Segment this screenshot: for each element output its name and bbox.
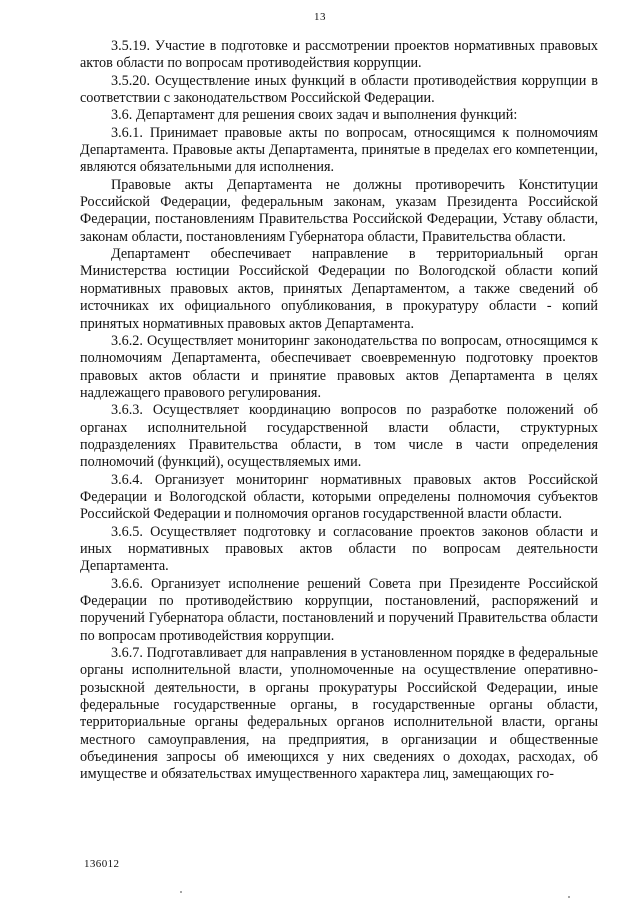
document-body [80,38,598,784]
paragraph-3-5-20: 3.5.20. Осуществление иных функций в области противодействия коррупции в соответствии с законодательством Российской Федерации. [80,72,598,107]
paragraph-3-6: 3.6. Департамент для решения своих задач и выполнения функций: [111,107,518,124]
paragraph-3-6-3: 3.6.3. Осуществляет координацию вопросов по разработке положений об органах исполнительной государственной власти области, структурных подразделениях Правительства области, в том числе в части определения полномочий (функций), осуществляемых ими. [80,402,598,471]
paragraph-3-6-7: 3.6.7. Подготавливает для направления в установленном порядке в федеральные органы исполнительной власти, уполномоченные на осуществление оперативно-розыскной деятельности, в органы прокуратуры Российской Федерации, иные федеральные государственные органы, в государственные органы области, территориальные органы федеральных органов исполнительной власти, органы местного самоуправления, на предприятия, в организации и общественные объединения запросы об имеющихся у них сведениях о доходах, расходах, об имуществе и обязательствах имущественного характера лиц, замещающих го- [80,645,598,783]
paragraph-3-6-5: 3.6.5. Осуществляет подготовку и согласование проектов законов области и иных нормативных правовых актов области по вопросам деятельности Департамента. [80,523,598,575]
paragraph-3-6-4: 3.6.4. Организует мониторинг нормативных правовых актов Российской Федерации и Вологодской области, которыми определены полномочия субъектов Российской Федерации и полномочия органов государственной власти области. [80,471,598,523]
paragraph-3-5-19: 3.5.19. Участие в подготовке и рассмотрении проектов нормативных правовых актов области по вопросам противодействия коррупции. [80,38,598,72]
document-code: 136012 [84,858,120,870]
paragraph-3-6-6: 3.6.6. Организует исполнение решений Совета при Президенте Российской Федерации по противодействию коррупции, постановлений, распоряжений и поручений Губернатора области, постановлений и поручений Правительства области по вопросам противодействия коррупции. [80,575,598,644]
paragraph-3-6-2: 3.6.2. Осуществляет мониторинг законодательства по вопросам, относящимся к полномочиям Департамента, обеспечивает своевременную подготовку проектов правовых актов области и принятие правовых актов Департамента в целях надлежащего правового регулирования. [80,332,598,401]
paragraph-legal-acts-compliance: Правовые акты Департамента не должны противоречить Конституции Российской Федерации, федеральным законам, указам Президента Российской Федерации, постановлениям Правительства Российской Федерации, Уставу области, законам области, постановлениям Губернатора области, Правительства области. [80,176,598,245]
page-number: 13 [314,11,326,23]
scan-speck [180,891,182,893]
scan-speck [568,896,570,898]
paragraph-acts-submission: Департамент обеспечивает направление в территориальный орган Министерства юстиции Российской Федерации по Вологодской области копий нормативных правовых актов, принятых Департаментом, а также сведений об источниках их официального опубликования, в прокуратуру области - копий принятых нормативных правовых актов Департамента. [80,246,598,332]
paragraph-3-6-1: 3.6.1. Принимает правовые акты по вопросам, относящимся к полномочиям Департамента. Правовые акты Департамента, принятые в пределах его компетенции, являются обязательными для исполнения. [80,124,598,176]
